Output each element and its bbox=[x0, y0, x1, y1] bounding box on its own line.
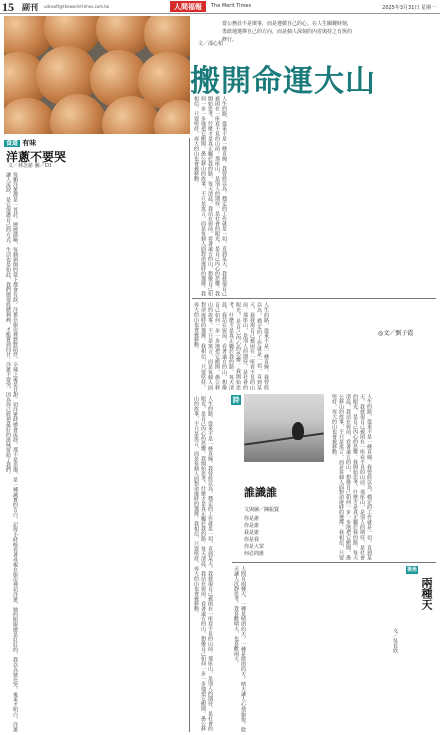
main-article-text: 人生的路，從來不是一條直線。我曾經以為，穩定的工作就是一切，直到某天，我發現自己被困在一座看不見的山前。那座山，是別人的期待，是社會的眼光，是自己內心的恐懼。我開始思考，什麼才是真正屬於我的路。每天清晨，我站在窗前，看著遠方的山，想像自己如何一步一步地把它搬開。愚公移山的故事，不只是寓言，而是每個人面對命運時的選擇。我相信，只要堅持，再大的山也會被移動。 bbox=[193, 96, 227, 296]
poem-lines bbox=[244, 516, 264, 558]
column-divider bbox=[189, 138, 190, 732]
article-headline: 搬開命運大山 bbox=[190, 64, 376, 99]
bottom-article-title: 兩種天 bbox=[420, 577, 433, 610]
contact-url: udnsoft@theworld-times.com.tw bbox=[44, 4, 110, 9]
bottom-column-tag: 視角 bbox=[406, 567, 417, 573]
divider bbox=[232, 562, 436, 563]
left-article-title: 洋蔥不要哭 bbox=[6, 150, 67, 164]
poem-line: 你是誰 bbox=[244, 523, 260, 529]
article-deck: 當公務員不是壞事，而是遵循自己的心。在人生關鍵時刻，勇敢地選擇自己的方向，而是個人深刻的內省與持之有恆的修行。 bbox=[222, 21, 353, 43]
poem-line: 你是誰 bbox=[244, 516, 260, 522]
poem-title: 誰識誰 bbox=[244, 486, 277, 499]
author-tag: ◎文／劉子霞 bbox=[378, 330, 414, 337]
onion-photo bbox=[4, 16, 190, 134]
bottom-article-body bbox=[232, 566, 386, 732]
main-article-body-2 bbox=[192, 302, 374, 390]
poem-side-text bbox=[330, 394, 436, 560]
article-byline: 文／邵心柏 bbox=[198, 41, 224, 47]
page-number: 15 bbox=[2, 0, 14, 14]
main-article-continuation-text: 人生的路，從來不是一條直線。我曾經以為，穩定的工作就是一切，直到某天，我發現自己被困在一座看不見的山前。那座山，是別人的期待，是社會的眼光，是自己內心的恐懼。我開始思考，什麼才是真正屬於我的路。每天清晨，我站在窗前，看著遠方的山，想像自己如何一步一步地把它搬開。愚公移山的故事，不只是寓言，而是每個人面對命運時的選擇。我相信，只要堅持，再大的山也會被移動。 bbox=[193, 396, 213, 731]
page-header bbox=[0, 0, 440, 14]
left-article-text: 每顆洋蔥都是一首詩，層層隱喻，每個剝開的當下都會有淚。洋蔥在廚房裡默默陪伴，辛辣之後是甘甜。切洋蔥時總會流淚，那不是悲傷，是一種誠實的告白。記得小時候看著母親在廚房裡切洋蔥，她的眼眶總是紅紅的，我以為她在哭。後來才明白，洋蔥讓人流淚，是它保護自己的方式。生活也是如此，我們總要經歷刺痛，才能嘗到回甘。洋蔥不要哭，因為你已經把最好的滋味留給了我們。 bbox=[5, 172, 18, 732]
left-article-body bbox=[4, 172, 188, 732]
column-name: 有味 bbox=[22, 139, 37, 147]
column-tag bbox=[4, 138, 36, 148]
bird-photo bbox=[244, 394, 324, 462]
masthead-logo: 人間福報 bbox=[170, 1, 206, 12]
divider bbox=[192, 298, 436, 299]
poem-line: 你是我 bbox=[244, 537, 260, 543]
poem-badge: 詩 bbox=[232, 396, 240, 404]
column-tag-label: 食道 bbox=[6, 140, 19, 147]
issue-date: 2025年3月31日 星期一 bbox=[382, 5, 436, 11]
main-article-body bbox=[192, 96, 436, 296]
poem-byline: 文與圖／陳振賢 bbox=[244, 507, 280, 513]
poem-line: 何必問誰 bbox=[244, 551, 265, 557]
poem-line: 你是大眾 bbox=[244, 544, 265, 550]
main-article-text-2: 人生的路，從來不是一條直線。我曾經以為，穩定的工作就是一切，直到某天，我發現自己被困在一座看不見的山前。那座山，是別人的期待，是社會的眼光，是自己內心的恐懼。我開始思考，什麼才是真正屬於我的路。每天清晨，我站在窗前，看著遠方的山，想像自己如何一步一步地把它搬開。愚公移山的故事，不只是寓言，而是每個人面對命運時的選擇。我相信，只要堅持，再大的山也會被移動。 bbox=[193, 302, 269, 390]
masthead-english: The Merit Times bbox=[211, 3, 252, 9]
section-name: 副刊 bbox=[22, 3, 38, 12]
main-article-continuation bbox=[192, 396, 228, 731]
bottom-article-text: 人間有兩種天，一種是晴朗的天，一種是陰雨的天。晴天讓人心情愉悅，陰天讓人沉靜思考。我喜歡晴天，也喜歡雨天。 bbox=[233, 566, 246, 732]
bottom-article-byline: 文／吳長欣 bbox=[392, 628, 398, 653]
left-article-byline: 文／林念慈 圖／CII bbox=[8, 163, 52, 169]
poem-line: 我是誰 bbox=[244, 530, 260, 536]
poem-side-text-content: 人生的路，從來不是一條直線。我曾經以為，穩定的工作就是一切，直到某天，我發現自己被困在一座看不見的山前。那座山，是別人的期待，是社會的眼光，是自己內心的恐懼。我開始思考，什麼才是真正屬於我的路。每天清晨，我站在窗前，看著遠方的山，想像自己如何一步一步地把它搬開。愚公移山的故事，不只是寓言，而是每個人面對命運時的選擇。我相信，只要堅持，再大的山也會被移動。 bbox=[331, 394, 372, 560]
